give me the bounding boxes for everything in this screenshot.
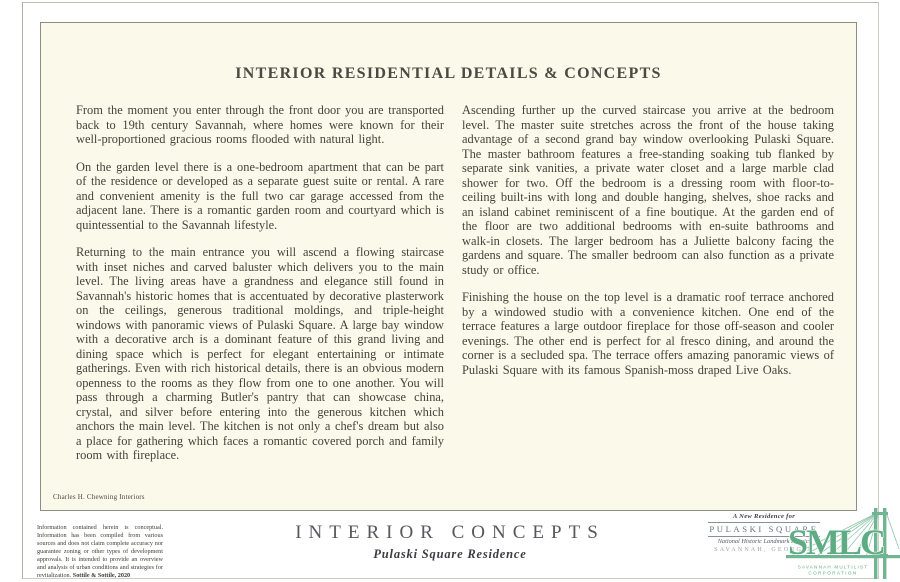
designer-credit: Charles H. Chewning Interiors [53,493,145,501]
footer-subtitle: Pulaski Square Residence [373,547,527,561]
left-column [76,103,444,476]
residence-city: SAVANNAH, GEORGIA [714,547,814,553]
paragraph: Returning to the main entrance you will ascend a flowing staircase with inset niches and carved baluster which delivers you to the main level. The living areas have a grandness and elegance still found in Savannah's historic homes that is accentuated by decorative plasterwork on the ceilings, generous traditional moldings, and triple-height windows with panoramic views of Pulaski Square. A large bay window with a decorative arch is a dominant feature of this grand living and dining space which is perfect for elegant entertaining or intimate gatherings. Even with rich historical details, there is an obvious modern openness to the rooms as they flow from one to one another. You will pass through a charming Butler's pantry that can showcase china, crystal, and silver before entering into the generous kitchen which anchors the main level. The kitchen is not only a chef's dream but also a place for gathering which faces a romantic covered porch and family room with fireplace. [76,245,444,462]
right-column [462,103,834,390]
disclaimer-text: Information contained herein is conceptual. Information has been compiled from various sources and does not claim complete accuracy nor guarantee zoning or other types of development approvals. It is intended to provide an overview and analysis of urban conditions and strategies for revitalization. [37,524,163,579]
content-panel [40,22,857,511]
residence-name: PULASKI SQUARE [709,524,819,534]
smlc-bridge-logo [786,505,900,582]
paragraph: Finishing the house on the top level is a dramatic roof terrace anchored by a windowed studio with a convenience kitchen. One end of the terrace features a large outdoor fireplace for those off-season and cooler evenings. The other end is perfect for al fresco dining, and around the corner is a secluded spa. The terrace offers amazing panoramic views of Pulaski Square with its famous Spanish-moss draped Live Oaks. [462,290,834,377]
footer-title: INTERIOR CONCEPTS [295,522,605,543]
page-title: INTERIOR RESIDENTIAL DETAILS & CONCEPTS [235,65,662,82]
logo-acronym: SMLC [788,522,885,562]
paragraph: Ascending further up the curved staircase you arrive at the bedroom level. The master suite stretches across the front of the house taking advantage of a second grand bay window overlooking Pulaski Square. The master bathroom features a free-standing soaking tub flanked by separate sink vanities, a private water closet and a large marble clad shower for two. Off the bedroom is a dressing room with floor-to-ceiling built-ins with long and double hanging, shelves, shoe racks and an island cabinet reminiscent of a fine boutique. At the garden end of the floor are two additional bedrooms with en-suite bathrooms and walk-in closets. The larger bedroom has a Juliette balcony facing the gardens and square. The smaller bedroom can also function as a private study or office. [462,103,834,277]
logo-caption-line1: SAVANNAH MULTILIST [797,564,869,570]
logo-caption-line2: CORPORATION [808,570,858,576]
paragraph: From the moment you enter through the front door you are transported back to 19th century Savannah, where homes were known for their well-proportioned gracious rooms flooded with natural light. [76,103,444,146]
residence-tagline: A New Residence for [732,513,796,520]
paragraph: On the garden level there is a one-bedroom apartment that can be part of the residence or developed as a separate guest suite or rental. A rare and convenient amenity is the full two car garage accessed from the adjacent lane. There is a romantic garden room and courtyard which is quintessential to the Savannah lifestyle. [76,159,444,232]
disclaimer-source: Sottile & Sottile, 2020 [72,571,131,579]
residence-district: National Historic Landmark District [717,538,811,545]
